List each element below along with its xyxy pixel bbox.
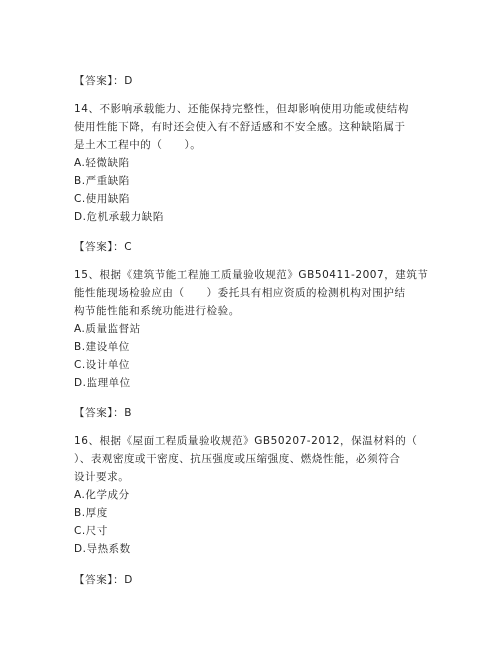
- question-15-line-2: 能性能现场检验应由（ ）委托具有相应资质的检测机构对围护结: [74, 287, 406, 299]
- option-b: B.严重缺陷: [74, 175, 130, 187]
- answer-13: 【答案】：D: [74, 75, 133, 87]
- answer-15: 【答案】：B: [74, 407, 133, 419]
- question-14-line-1: 14、不影响承载能力、还能保持完整性，但却影响使用功能或使结构: [74, 103, 409, 115]
- answer-14: 【答案】：C: [74, 241, 133, 253]
- option-d: D.危机承载力缺陷: [74, 211, 164, 223]
- question-15-line-1: 15、根据《建筑节能工程施工质量验收规范》GB50411-2007，建筑节: [74, 269, 429, 281]
- question-15-line-3: 构节能性能和系统功能进行检验。: [74, 305, 240, 317]
- question-14-line-2: 使用性能下降，有时还会使入有不舒适感和不安全感。这种缺陷属于: [74, 121, 406, 133]
- question-16-line-2: ）、表观密度或干密度、抗压强度或压缩强度、燃烧性能，必须符合: [74, 453, 401, 465]
- option-c: C.设计单位: [74, 359, 130, 371]
- option-a: A.化学成分: [74, 489, 130, 501]
- option-a: A.质量监督站: [74, 323, 141, 335]
- option-d: D.导热系数: [74, 543, 131, 555]
- question-16-line-3: 设计要求。: [74, 471, 130, 483]
- option-c: C.尺寸: [74, 525, 108, 537]
- option-d: D.监理单位: [74, 377, 131, 389]
- option-b: B.厚度: [74, 507, 108, 519]
- question-16-line-1: 16、根据《屋面工程质量验收规范》GB50207-2012，保温材料的（: [74, 435, 418, 447]
- option-c: C.使用缺陷: [74, 193, 130, 205]
- option-b: B.建设单位: [74, 341, 130, 353]
- option-a: A.轻微缺陷: [74, 157, 130, 169]
- answer-16: 【答案】：D: [74, 574, 133, 586]
- question-14-line-3: 是土木工程中的（ ）。: [74, 139, 202, 151]
